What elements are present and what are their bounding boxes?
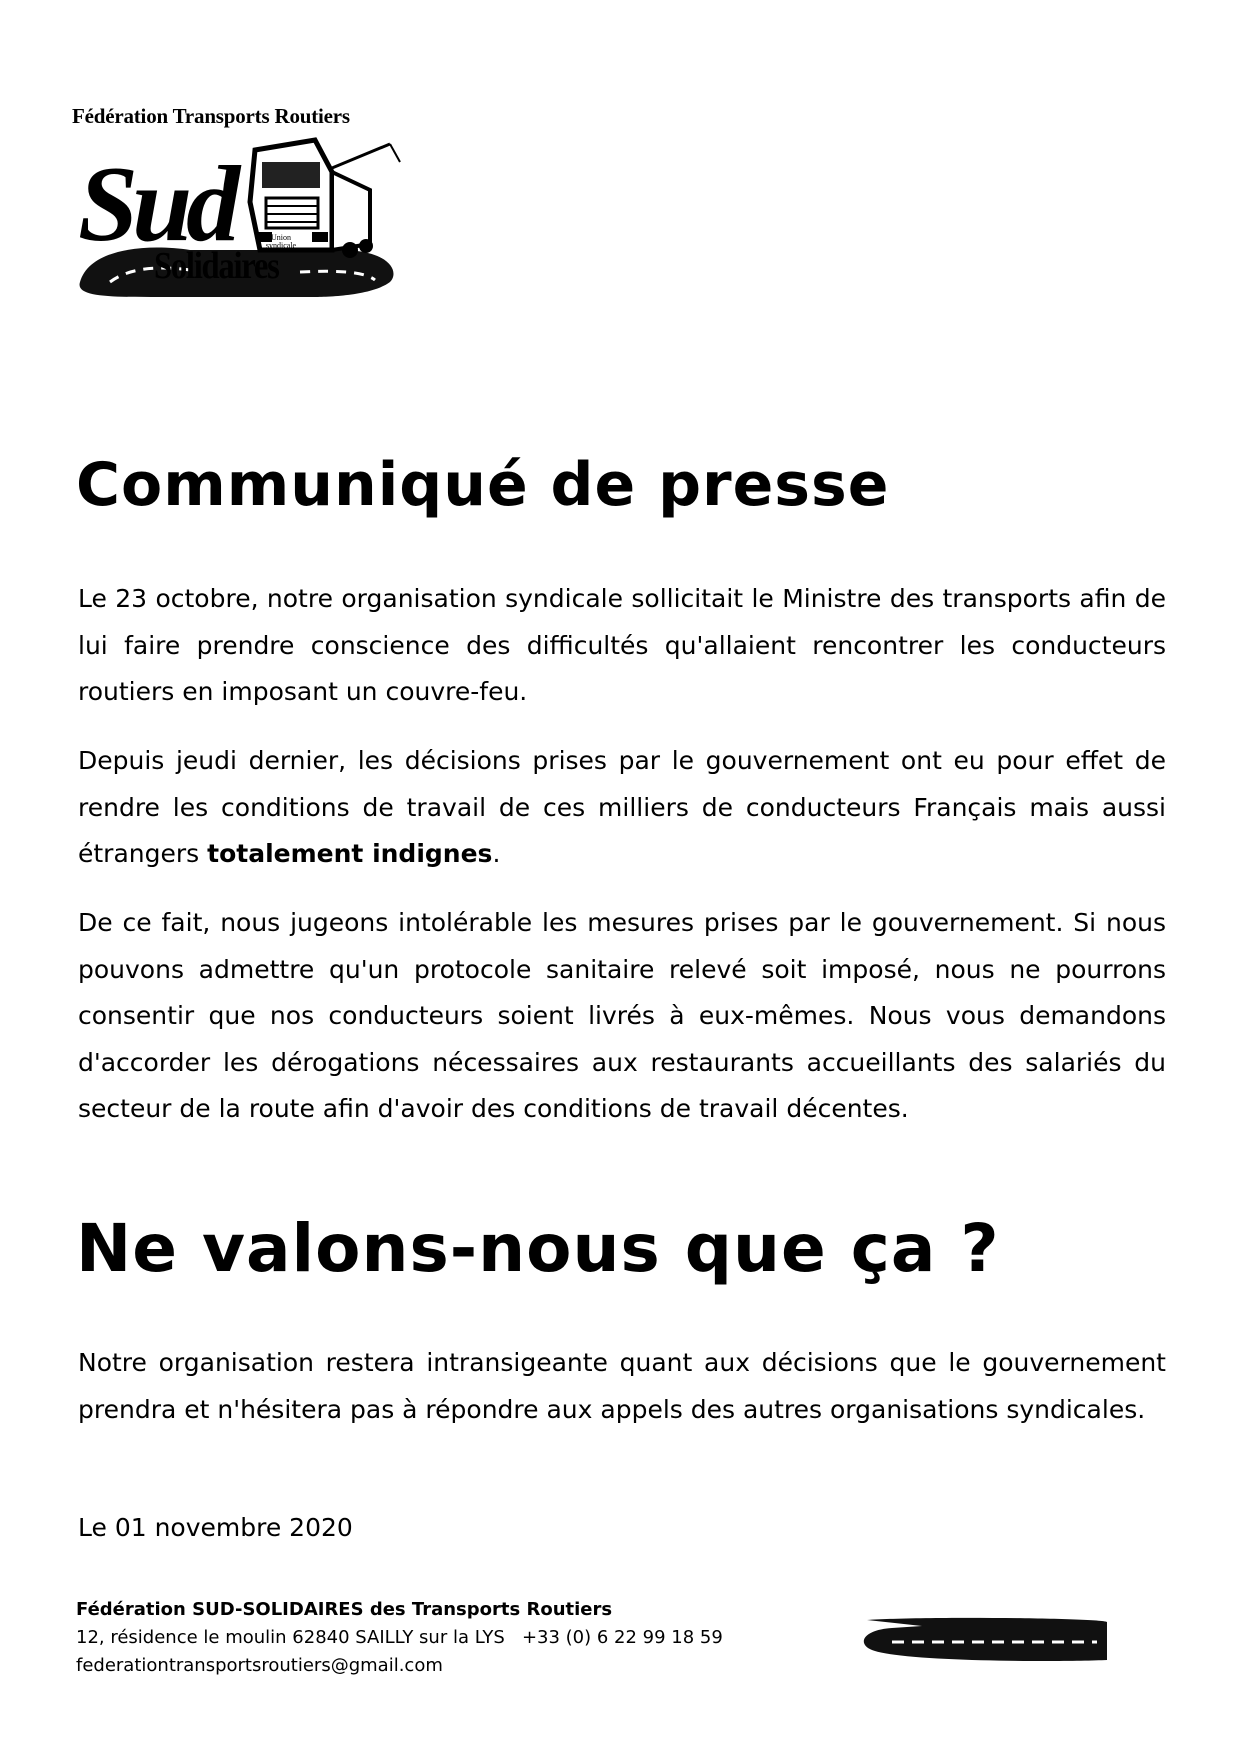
logo-union-line1: Union <box>271 233 291 242</box>
footer-address-line <box>76 1624 723 1652</box>
document-date: Le 01 novembre 2020 <box>78 1513 353 1542</box>
logo-solidaires-text: Solidaires <box>154 245 279 287</box>
paragraph-conditions-bold: totalement indignes <box>207 839 493 868</box>
paragraph-conditions <box>78 738 1166 878</box>
footer-address: 12, résidence le moulin 62840 SAILLY sur la LYS <box>76 1627 505 1648</box>
logo-sud-text: Sud <box>78 145 235 264</box>
subtitle: Ne valons-nous que ça ? <box>76 1210 1000 1287</box>
footer <box>76 1596 723 1680</box>
paragraph-conditions-text: Depuis jeudi dernier, les décisions prises par le gouvernement ont eu pour effet de rendre les conditions de travail de ces milliers de conducteurs Français mais aussi étrangers <box>78 746 1166 868</box>
paragraph-intro: Le 23 octobre, notre organisation syndicale sollicitait le Ministre des transports afin de lui faire prendre conscience des difficultés qu'allaient rencontrer les conducteurs routiers en imposant un couvre-feu. <box>78 584 1166 706</box>
page-title: Communiqué de presse <box>76 450 890 520</box>
footer-phone: +33 (0) 6 22 99 18 59 <box>521 1627 723 1648</box>
footer-org: Fédération SUD-SOLIDAIRES des Transports Routiers <box>76 1599 613 1620</box>
road-icon <box>862 1610 1112 1668</box>
paragraph-demands: De ce fait, nous jugeons intolérable les mesures prises par le gouvernement. Si nous pouvons admettre qu'un protocole sanitaire relevé soit imposé, nous ne pourrons consentir que nos conducteurs soient livrés à eux-mêmes. Nous vous demandons d'accorder les dérogations nécessaires aux restaurants accueillants des salariés du secteur de la route afin d'avoir des conditions de travail décentes. <box>78 908 1166 1123</box>
paragraph-conditions-end: . <box>492 839 501 868</box>
federation-logo <box>70 96 410 296</box>
logo-union-line2: syndicale <box>265 241 297 250</box>
footer-email: federationtransportsroutiers@gmail.com <box>76 1655 443 1676</box>
logo-federation-text: Fédération Transports Routiers <box>72 104 350 128</box>
paragraph-conclusion: Notre organisation restera intransigeante quant aux décisions que le gouvernement prendra et n'hésitera pas à répondre aux appels des autres organisations syndicales. <box>78 1348 1166 1424</box>
